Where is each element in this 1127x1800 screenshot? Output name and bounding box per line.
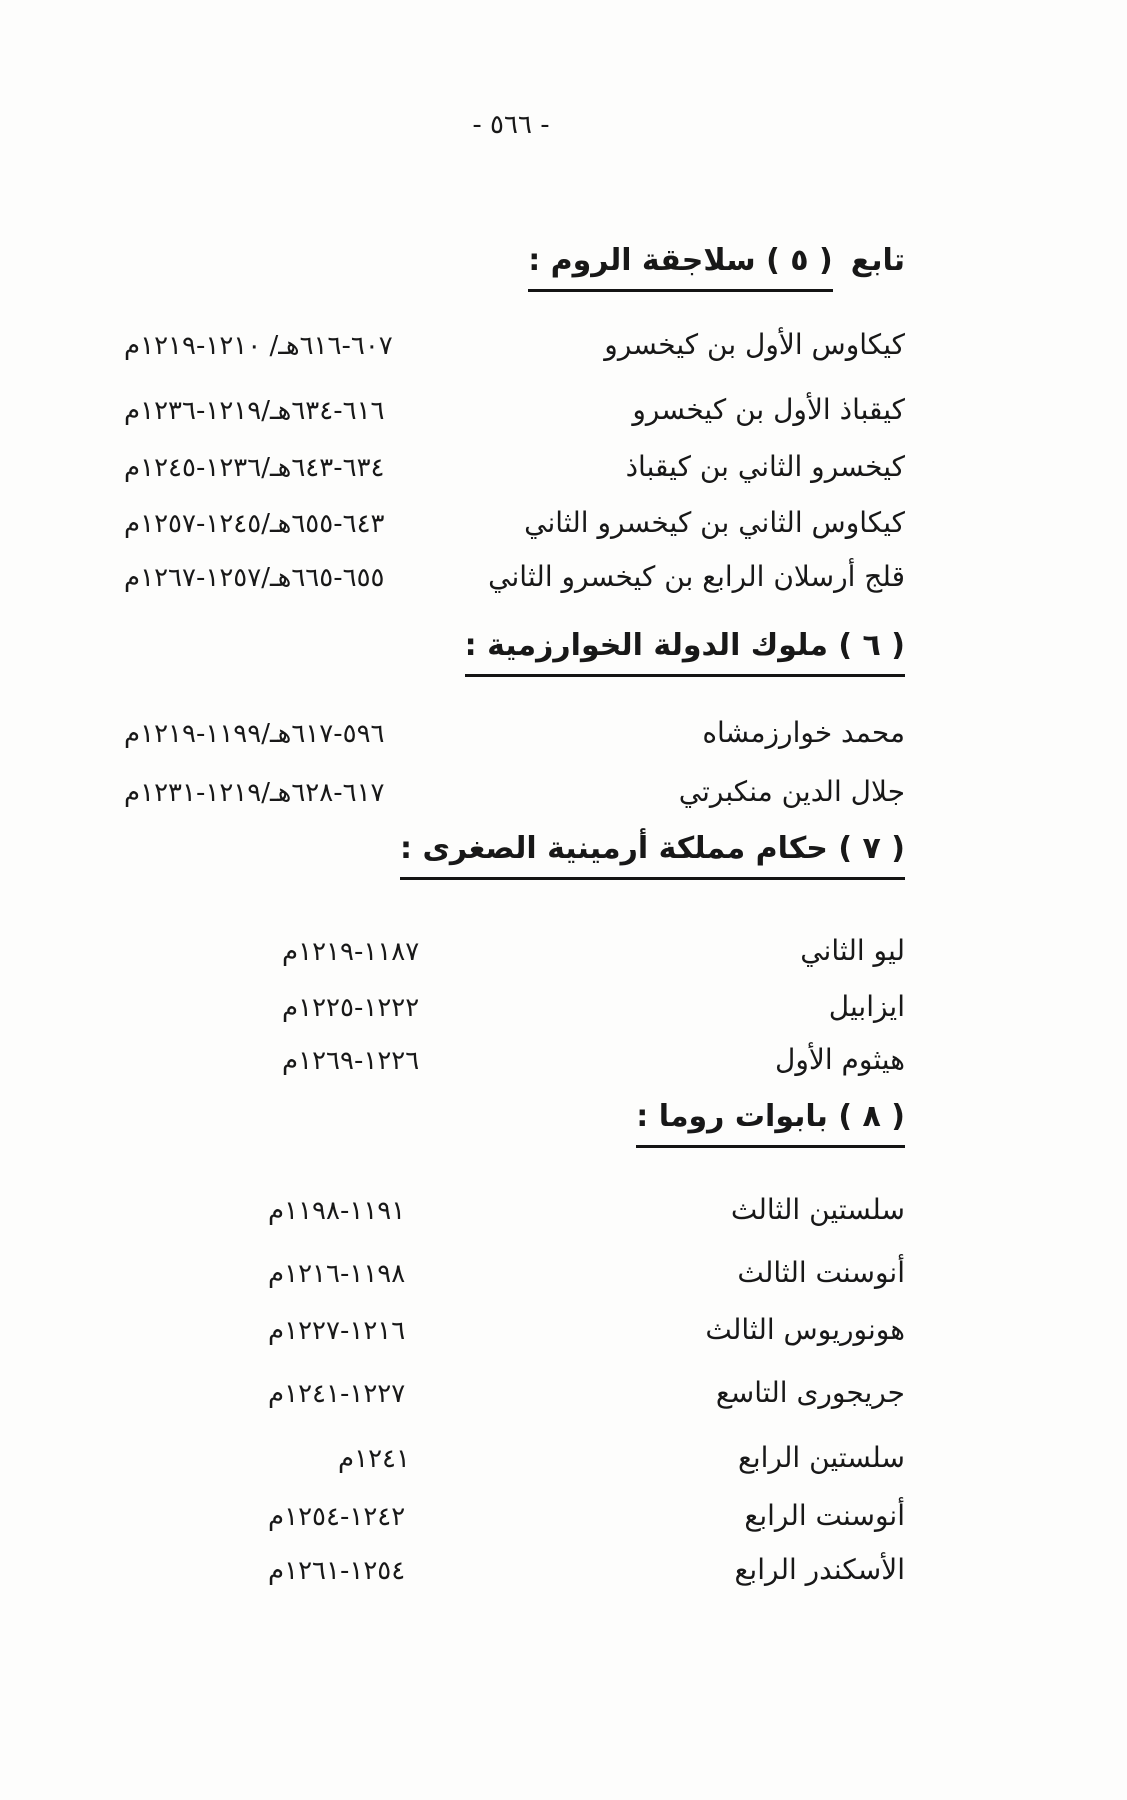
ruler-dates: ١٢٢٧-١٢٤١م (268, 1379, 406, 1409)
ruler-dates: ١٢٥٤-١٢٦١م (268, 1556, 406, 1586)
section-title: ( ٨ ) بابوات روما : (636, 1099, 905, 1148)
ruler-row (110, 560, 905, 604)
section-title: ( ٦ ) ملوك الدولة الخوارزمية : (465, 628, 905, 677)
ruler-name: هيثوم الأول (775, 1043, 905, 1076)
ruler-row (110, 1499, 905, 1543)
ruler-name: كيقباذ الأول بن كيخسرو (632, 393, 905, 426)
ruler-row (110, 775, 905, 819)
ruler-name: أنوسنت الرابع (744, 1499, 905, 1532)
section-heading-lesser-armenia (110, 831, 905, 880)
ruler-dates: ٦٤٣-٦٥٥هـ/١٢٤٥-١٢٥٧م (124, 509, 385, 539)
ruler-dates: ١٢٢٢-١٢٢٥م (282, 993, 420, 1023)
ruler-dates: ١٢٤١م (338, 1444, 410, 1474)
ruler-dates: ٦٠٧-٦١٦هـ/ ١٢١٠-١٢١٩م (124, 331, 393, 361)
ruler-row (110, 1193, 905, 1237)
ruler-row (110, 1256, 905, 1300)
ruler-dates: ١٢٤٢-١٢٥٤م (268, 1502, 406, 1532)
ruler-dates: ١١٨٧-١٢١٩م (282, 937, 420, 967)
ruler-dates: ١١٩١-١١٩٨م (268, 1196, 406, 1226)
ruler-name: ليو الثاني (800, 934, 905, 967)
ruler-name: كيخسرو الثاني بن كيقباذ (625, 450, 905, 483)
ruler-dates: ٦١٧-٦٢٨هـ/١٢١٩-١٢٣١م (124, 778, 385, 808)
ruler-row (110, 393, 905, 437)
ruler-name: محمد خوارزمشاه (702, 716, 905, 749)
ruler-dates: ٥٩٦-٦١٧هـ/١١٩٩-١٢١٩م (124, 719, 385, 749)
ruler-row (110, 450, 905, 494)
ruler-dates: ٦١٦-٦٣٤هـ/١٢١٩-١٢٣٦م (124, 396, 385, 426)
ruler-dates: ١١٩٨-١٢١٦م (268, 1259, 406, 1289)
ruler-name: هونوريوس الثالث (705, 1313, 905, 1346)
ruler-name: جريجورى التاسع (715, 1376, 905, 1409)
ruler-dates: ٦٣٤-٦٤٣هـ/١٢٣٦-١٢٤٥م (124, 453, 385, 483)
ruler-row (110, 328, 905, 372)
ruler-dates: ٦٥٥-٦٦٥هـ/١٢٥٧-١٢٦٧م (124, 563, 385, 593)
ruler-row (110, 934, 905, 978)
ruler-name: الأسكندر الرابع (734, 1553, 905, 1586)
ruler-name: سلستين الرابع (737, 1441, 905, 1474)
ruler-name: كيكاوس الثاني بن كيخسرو الثاني (524, 506, 905, 539)
ruler-name: كيكاوس الأول بن كيخسرو (604, 328, 905, 361)
ruler-dates: ١٢٢٦-١٢٦٩م (282, 1046, 420, 1076)
section-title: ( ٥ ) سلاجقة الروم : (528, 243, 833, 292)
ruler-row (110, 990, 905, 1034)
ruler-row (110, 1313, 905, 1357)
section-heading-popes-of-rome (110, 1099, 905, 1148)
ruler-row (110, 1376, 905, 1420)
ruler-dates: ١٢١٦-١٢٢٧م (268, 1316, 406, 1346)
ruler-name: سلستين الثالث (730, 1193, 905, 1226)
section-title: ( ٧ ) حكام مملكة أرمينية الصغرى : (400, 831, 905, 880)
ruler-name: ايزابيل (828, 990, 905, 1023)
ruler-row (110, 1043, 905, 1087)
section-heading-seljuks-of-rum (110, 243, 905, 292)
ruler-row (110, 716, 905, 760)
ruler-name: أنوسنت الثالث (737, 1256, 905, 1289)
ruler-name: قلج أرسلان الرابع بن كيخسرو الثاني (488, 560, 905, 593)
ruler-row (110, 506, 905, 550)
section-heading-khwarazmian-kings (110, 628, 905, 677)
continued-label: تابع (850, 243, 905, 278)
ruler-row (110, 1553, 905, 1597)
ruler-row (110, 1441, 905, 1485)
ruler-name: جلال الدين منكبرتي (678, 775, 905, 808)
page-number: - ٥٦٦ - (472, 110, 550, 140)
